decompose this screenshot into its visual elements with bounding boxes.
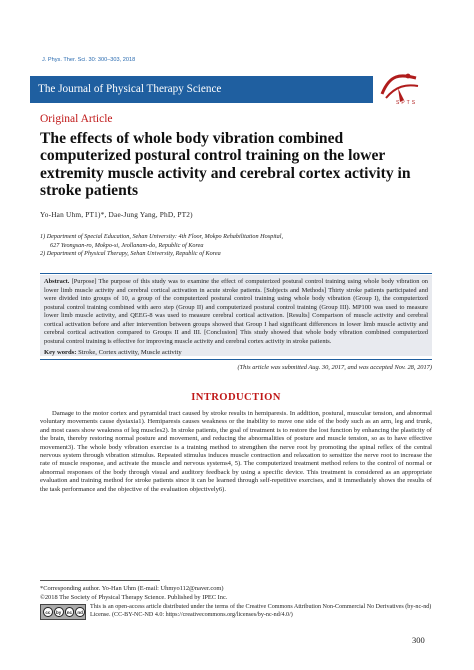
- keywords-text: Stroke, Cortex activity, Muscle activity: [78, 349, 182, 356]
- affiliations: [40, 233, 440, 259]
- journal-citation: J. Phys. Ther. Sci. 30: 300–303, 2018: [42, 57, 136, 63]
- nc-icon: nc: [65, 607, 75, 617]
- affiliation-2: 2) Department of Physical Therapy, Sehan University, Republic of Korea: [40, 250, 221, 258]
- submission-dates: (This article was submitted Aug. 30, 2017, and was accepted Nov. 28, 2017): [237, 364, 432, 371]
- abstract-bottom-rule: [40, 359, 432, 360]
- abstract-label: Abstract.: [44, 278, 70, 285]
- affiliation-1: 1) Department of Special Education, Sehan University: 4th Floor, Mokpo Rehabilitation Hospital,: [40, 233, 283, 240]
- introduction-paragraph: Damage to the motor cortex and pyramidal tract caused by stroke results in hemiparesis. In addition, postural, muscular tension, and abnormal voluntary movements cause dystaxia1). Hemiparesis causes weakness or the inability to move one side of the body such as an arm, leg and trunk, and most cases show weakness of leg muscles2). In stroke patients, the goal of treatment is to restore the lost function by enhancing the plasticity of the brain, thereby restoring normal posture and movement, and reducing the abnormalities of posture and muscle tension, so as to have effective movement3). The whole body vibration exercise is a training method to strengthen the nerve root by promoting the spinal reflex of the central nervous system through vibration stimulus. Repeated stimulus induces muscle contraction and relaxation to sensitize the nerve root to increase the rate of muscle response, and activate the muscle and nervous systems4, 5). The computerized treatment method refers to the control of normal or abnormal responses of the body through visual and auditory feedback by using a specific device. This treatment is considered as an appropriate evaluation and training method for stroke patients since it can be learned through self-repetitive exercises, and it immediately shows the results of the task performance and the objective of the evaluation objectively6).: [40, 410, 432, 493]
- article-type: Original Article: [40, 113, 113, 125]
- introduction-body: [40, 410, 432, 494]
- by-icon: by: [54, 607, 64, 617]
- cc-license-badge: [40, 604, 86, 620]
- journal-name: The Journal of Physical Therapy Science: [38, 83, 222, 95]
- keywords-label: Key words:: [44, 349, 77, 356]
- abstract-top-rule: [40, 273, 432, 274]
- corresponding-author: *Corresponding author. Yo-Han Uhm (E-mail: Uhmyo112@naver.com): [40, 585, 224, 592]
- article-title: The effects of whole body vibration combined computerized postural control training on the lower extremity muscle activity and cerebral cortex activity in stroke patients: [40, 130, 411, 199]
- license-text: This is an open-access article distributed under the terms of the Creative Commons Attribution Non-Commercial No Derivatives (by-nc-nd) License. (CC-BY-NC-ND 4.0: https://creativecommons.org/licenses/by-nc-nd/4.0/): [90, 604, 432, 619]
- authors: Yo-Han Uhm, PT1)*, Dae-Jung Yang, PhD, PT2): [40, 210, 193, 219]
- footnote-rule: [40, 580, 160, 581]
- abstract: [44, 278, 428, 346]
- affiliation-1-address: 627 Yeongsan-ro, Mokpo-si, Jeollanam-do, Republic of Korea: [50, 241, 204, 249]
- nd-icon: nd: [75, 607, 85, 617]
- abstract-text: [Purpose] The purpose of this study was to examine the effect of computerized postural control training using whole body vibration on lower limb muscle activity and cerebral cortical activation in acute stroke patients. [Subjects and Methods] Thirty stroke patients participated and were divided into groups of 10, a group of the computerized postural control training using whole body vibration (Group I), the computerized postural control training combined with aero step (Group II) and computerized postural control training (Group III). MP100 was used to measure lower limb muscle activity, and QEEG-8 was used to measure cerebral cortical activation. [Results] Comparison of muscle activity and cerebral cortical activation before and after intervention between groups showed that Group I had significant differences in lower limb muscle activity and cerebral cortical activation compared to Groups II and III. [Conclusion] This study showed that whole body vibration combined computerized postural control training is effective for improving muscle activity and cerebral cortex activity in stroke patients.: [44, 278, 428, 345]
- copyright: ©2018 The Society of Physical Therapy Science. Published by IPEC Inc.: [40, 593, 228, 601]
- introduction-heading: INTRODUCTION: [191, 392, 281, 403]
- journal-title-bar: [30, 76, 373, 103]
- cc-icon: cc: [43, 607, 53, 617]
- footnotes: [40, 585, 227, 602]
- page-number: 300: [412, 635, 425, 645]
- keywords: [44, 349, 182, 356]
- logo-text: SPTS: [396, 100, 418, 106]
